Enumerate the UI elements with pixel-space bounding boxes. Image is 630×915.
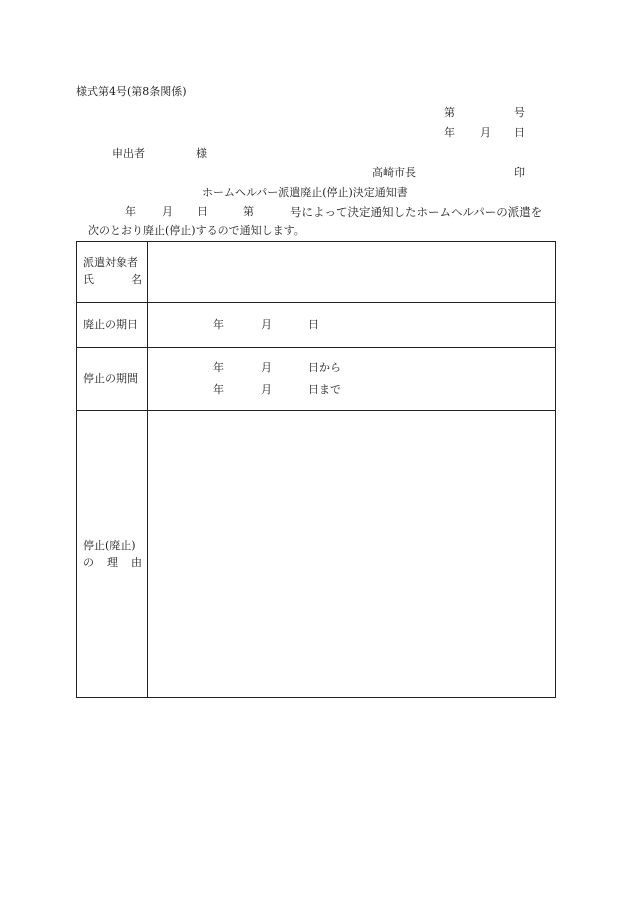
form-number: 様式第4号(第8条関係)	[76, 85, 187, 98]
to-month: 月	[261, 383, 272, 396]
reason-value-cell[interactable]	[148, 411, 556, 698]
reason-label-no: の	[83, 556, 94, 569]
abolish-date-value-cell[interactable]	[148, 303, 556, 348]
date-month: 月	[480, 126, 491, 139]
recipient-honorific: 様	[196, 147, 207, 160]
row-abolish-date	[77, 303, 556, 348]
date-year: 年	[444, 126, 455, 139]
body-line2: 次のとおり廃止(停止)するので通知します。	[88, 224, 305, 237]
target-person-label-cell	[77, 242, 148, 303]
abolish-year: 年	[213, 318, 224, 331]
from-day: 日から	[308, 361, 341, 374]
to-year: 年	[213, 383, 224, 396]
body-ref-month: 月	[162, 205, 173, 218]
row-reason	[77, 411, 556, 698]
abolish-month: 月	[261, 318, 272, 331]
abolish-day: 日	[308, 318, 319, 331]
abolish-date-label: 廃止の期日	[83, 318, 138, 331]
reason-label-cell	[77, 411, 148, 698]
from-month: 月	[261, 361, 272, 374]
target-person-label-line1: 派遣対象者	[83, 256, 138, 269]
recipient-label: 申出者	[112, 147, 145, 160]
doc-number-prefix: 第	[444, 106, 455, 119]
from-year: 年	[213, 361, 224, 374]
reason-label-line1: 停止(廃止)	[83, 539, 136, 552]
body-line1-rest: 号によって決定通知したホームヘルパーの派遣を	[290, 205, 543, 219]
suspend-period-value-cell[interactable]	[148, 348, 556, 411]
doc-number-suffix: 号	[514, 106, 525, 119]
page-title: ホームヘルパー派遣廃止(停止)決定通知書	[202, 186, 408, 199]
body-ref-year: 年	[125, 205, 136, 218]
notice-table	[76, 241, 556, 698]
reason-label-yu: 由	[131, 556, 142, 569]
body-ref-day: 日	[197, 205, 208, 218]
target-person-label-name-a: 氏	[83, 273, 94, 286]
target-person-value-cell[interactable]	[148, 242, 556, 303]
suspend-period-label: 停止の期間	[83, 372, 138, 385]
date-day: 日	[514, 126, 525, 139]
row-target-person	[77, 242, 556, 303]
issuer-title: 高崎市長	[372, 166, 416, 179]
abolish-date-label-cell	[77, 303, 148, 348]
suspend-period-label-cell	[77, 348, 148, 411]
to-day: 日まで	[308, 383, 341, 396]
target-person-label-name-b: 名	[131, 273, 142, 286]
reason-label-ri: 理	[107, 556, 118, 569]
body-ref-no-prefix: 第	[243, 205, 254, 218]
issuer-seal: 印	[514, 166, 525, 179]
row-suspend-period	[77, 348, 556, 411]
